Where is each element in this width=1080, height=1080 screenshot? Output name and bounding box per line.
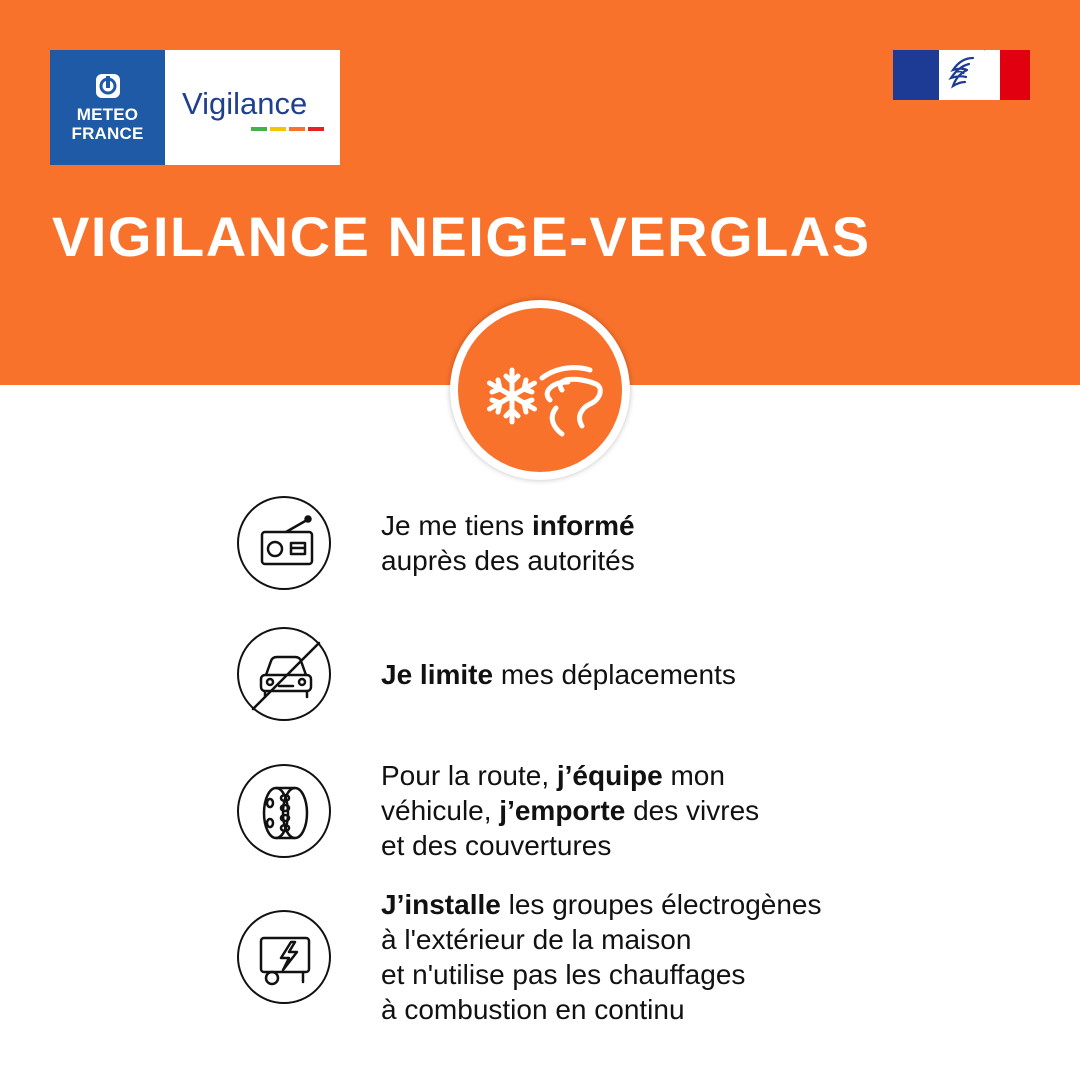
vigilance-logo	[165, 50, 340, 165]
advice-4-line4: à combustion en continu	[381, 994, 685, 1025]
snowflake-road-icon	[458, 308, 622, 472]
france-text: FRANCE	[71, 123, 144, 143]
meteo-france-emblem-icon	[95, 73, 121, 99]
snow-chain-tire-icon	[237, 764, 331, 858]
meteo-france-vigilance-logo	[50, 50, 340, 165]
vigilance-text: Vigilance	[182, 86, 308, 121]
no-car-icon	[237, 627, 331, 721]
advice-3-text-c: véhicule,	[381, 795, 500, 826]
advice-3-bold-b: j’emporte	[499, 795, 626, 826]
advice-4-text: les groupes électrogènes	[500, 889, 822, 920]
advice-1-bold: informé	[531, 510, 635, 541]
radio-icon	[237, 496, 331, 590]
advice-3-bold-a: j’équipe	[556, 760, 663, 791]
page-title: VIGILANCE NEIGE-VERGLAS	[52, 205, 871, 268]
advice-2-text: mes déplacements	[493, 658, 736, 690]
advice-item-limit-travel	[237, 627, 1037, 721]
meteo-text: METEO	[76, 104, 139, 124]
stripe-green	[251, 127, 267, 131]
generator-icon	[237, 910, 331, 1004]
meteo-france-logo	[50, 50, 165, 165]
advice-4-bold: J’installe	[381, 889, 501, 920]
republique-francaise-logo	[893, 50, 1030, 100]
advice-4-line2: à l'extérieur de la maison	[381, 924, 692, 955]
advice-item-inform	[237, 496, 1037, 590]
advice-2-bold: Je limite	[381, 658, 494, 690]
advice-4-line3: et n'utilise pas les chauffages	[381, 959, 746, 990]
advice-text-limit	[381, 657, 736, 692]
advice-3-text-a: Pour la route,	[381, 760, 557, 791]
advice-item-equip	[237, 758, 1037, 863]
advice-3-text-d: des vivres	[625, 795, 760, 826]
advice-1-text: Je me tiens	[381, 510, 532, 541]
marianne-icon	[923, 50, 1000, 100]
vigilance-color-stripes	[251, 127, 324, 131]
stripe-orange	[289, 127, 305, 131]
stripe-yellow	[270, 127, 286, 131]
advice-text-inform	[381, 508, 635, 578]
advice-3-text-b: mon	[662, 760, 725, 791]
advice-text-equip	[381, 758, 759, 863]
advice-3-line3: et des couvertures	[381, 830, 612, 861]
hero-snow-ice-icon	[450, 300, 630, 480]
stripe-red	[308, 127, 324, 131]
advice-item-generator	[237, 887, 1037, 1027]
advice-1-line2: auprès des autorités	[381, 545, 635, 576]
advice-text-generator	[381, 887, 822, 1027]
